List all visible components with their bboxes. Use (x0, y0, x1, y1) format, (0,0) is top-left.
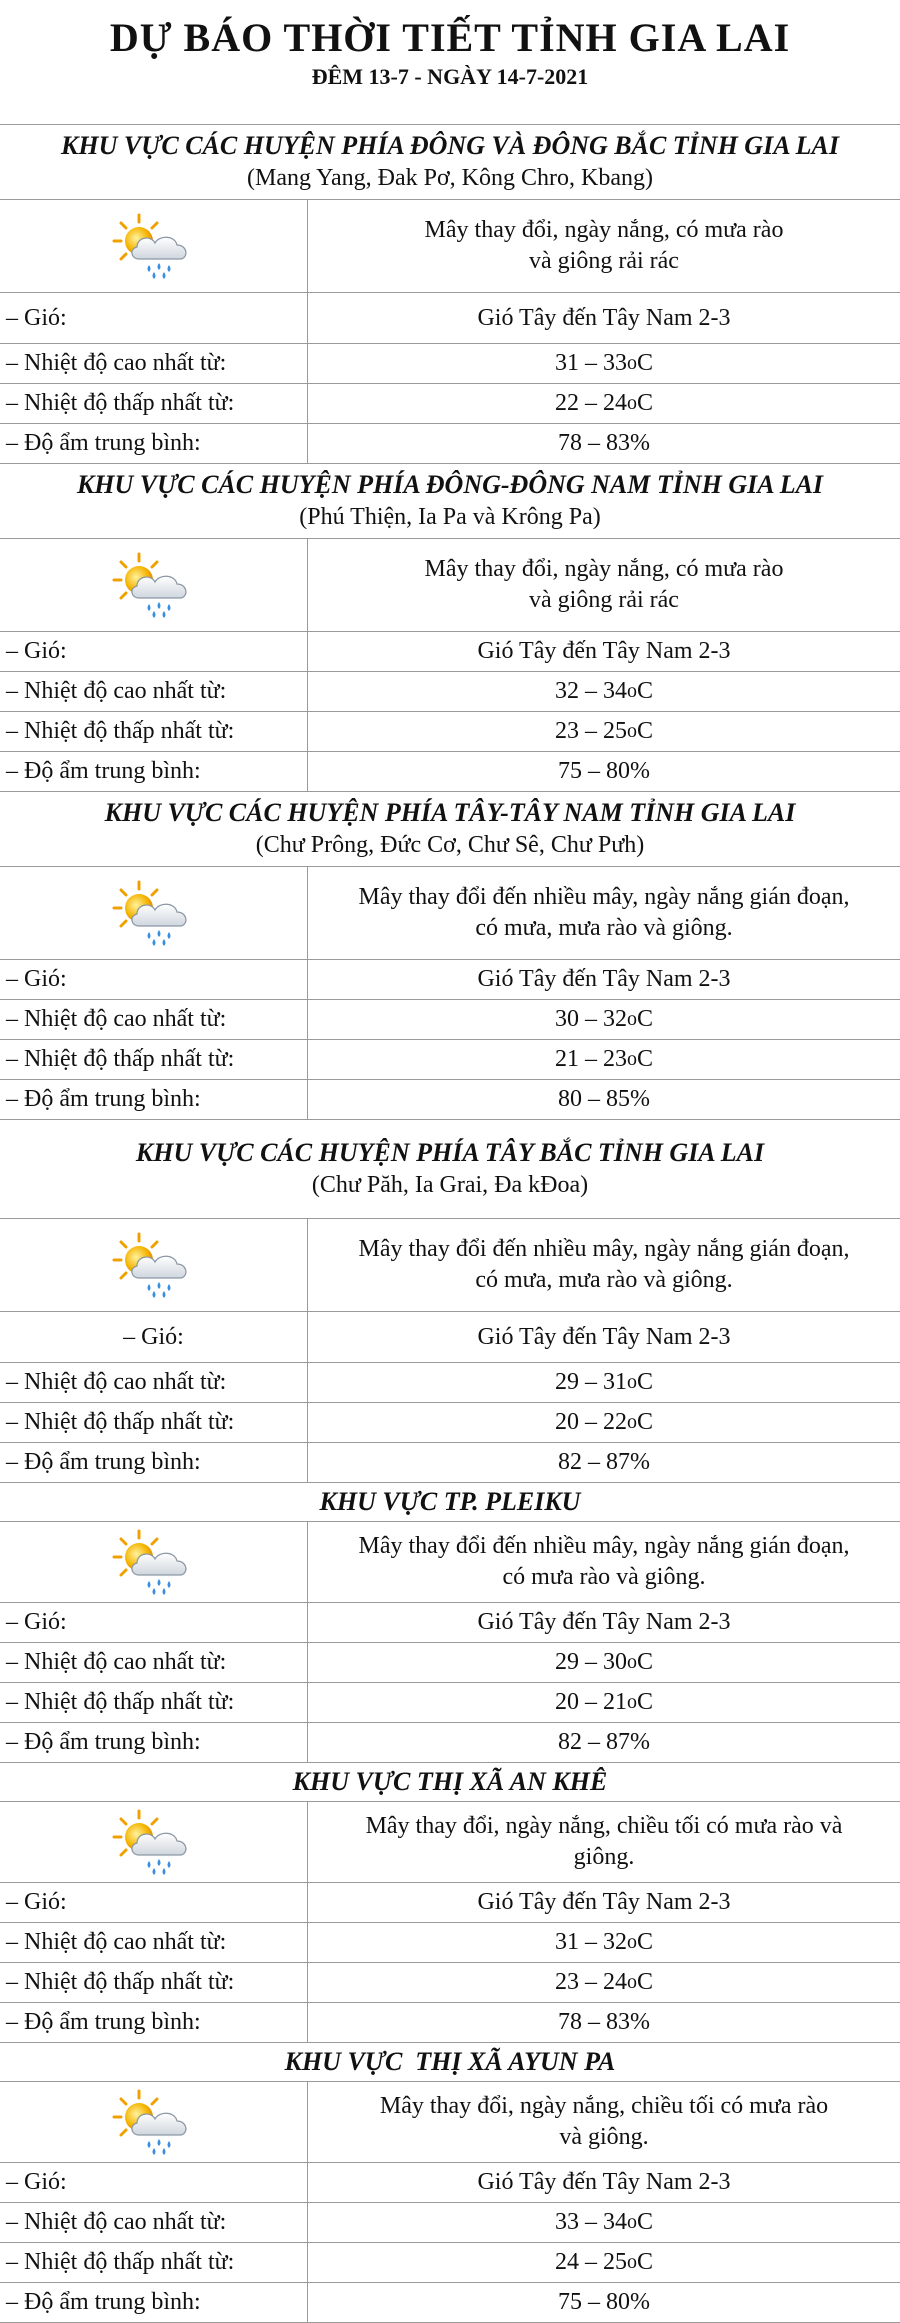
high-temp-label: – Nhiệt độ cao nhất từ: (0, 2203, 308, 2242)
condition-text: Mây thay đổi đến nhiều mây, ngày nắng gián đoạn, có mưa, mưa rào và giông. (358, 884, 850, 941)
wind-label: – Gió: (0, 293, 308, 343)
humidity-value: 82 – 87% (558, 1729, 650, 1755)
humidity-row (0, 1080, 900, 1120)
region-name: KHU VỰC CÁC HUYỆN PHÍA ĐÔNG-ĐÔNG NAM TỈNH GIA LAI (76, 470, 824, 499)
wind-value: Gió Tây đến Tây Nam 2-3 (477, 304, 731, 331)
high-temp-value: 29 – 31 o C (554, 1369, 653, 1395)
region-name: KHU VỰC CÁC HUYỆN PHÍA TÂY-TÂY NAM TỈNH GIA LAI (104, 798, 796, 827)
wind-label: – Gió: (0, 2163, 308, 2202)
humidity-row (0, 424, 900, 464)
low-temp-label: – Nhiệt độ thấp nhất từ: (0, 712, 308, 751)
sun-cloud-rain-icon (109, 550, 199, 620)
wind-row (0, 1883, 900, 1923)
condition-text: Mây thay đổi, ngày nắng, có mưa rào và giông rải rác (424, 217, 784, 274)
region-header (0, 1483, 900, 1522)
sun-cloud-rain-icon (109, 2087, 199, 2157)
low-temp-value: 23 – 25 o C (554, 718, 653, 744)
low-temp-value: 23 – 24 o C (554, 1969, 653, 1995)
condition-row (0, 1802, 900, 1883)
high-temp-row (0, 672, 900, 712)
humidity-label: – Độ ẩm trung bình: (0, 1080, 308, 1119)
high-temp-row (0, 344, 900, 384)
humidity-label: – Độ ẩm trung bình: (0, 2283, 308, 2322)
region-header (0, 1120, 900, 1219)
high-temp-value: 31 – 33 o C (554, 350, 653, 376)
high-temp-value: 31 – 32 o C (554, 1929, 653, 1955)
region-section (0, 125, 900, 464)
low-temp-value: 20 – 21 o C (554, 1689, 653, 1715)
high-temp-row (0, 2203, 900, 2243)
low-temp-value: 24 – 25 o C (554, 2249, 653, 2275)
condition-row (0, 2082, 900, 2163)
low-temp-value: 22 – 24 o C (554, 390, 653, 416)
humidity-row (0, 1723, 900, 1763)
condition-row (0, 539, 900, 632)
region-section (0, 1763, 900, 2043)
wind-label: – Gió: (0, 1603, 308, 1642)
humidity-value: 75 – 80% (558, 758, 650, 784)
high-temp-value: 30 – 32 o C (554, 1006, 653, 1032)
high-temp-label: – Nhiệt độ cao nhất từ: (0, 1000, 308, 1039)
region-name: KHU VỰC TP. PLEIKU (319, 1487, 581, 1516)
wind-label: – Gió: (0, 960, 308, 999)
low-temp-label: – Nhiệt độ thấp nhất từ: (0, 2243, 308, 2282)
high-temp-row (0, 1923, 900, 1963)
wind-label: – Gió: (0, 1312, 308, 1362)
humidity-value: 75 – 80% (558, 2289, 650, 2315)
region-section (0, 2043, 900, 2323)
region-section (0, 1483, 900, 1763)
low-temp-row (0, 2243, 900, 2283)
condition-row (0, 1522, 900, 1603)
low-temp-row (0, 1040, 900, 1080)
region-header (0, 125, 900, 200)
region-districts: (Phú Thiện, Ia Pa và Krông Pa) (299, 504, 601, 530)
high-temp-value: 33 – 34 o C (554, 2209, 653, 2235)
region-districts: (Chư Prông, Đức Cơ, Chư Sê, Chư Pưh) (255, 832, 645, 858)
humidity-value: 78 – 83% (558, 2009, 650, 2035)
low-temp-row (0, 712, 900, 752)
region-name: KHU VỰC CÁC HUYỆN PHÍA TÂY BẮC TỈNH GIA LAI (135, 1138, 765, 1167)
wind-value: Gió Tây đến Tây Nam 2-3 (477, 1323, 731, 1350)
low-temp-row (0, 384, 900, 424)
sun-cloud-rain-icon (109, 211, 199, 281)
condition-row (0, 200, 900, 293)
sun-cloud-rain-icon (109, 878, 199, 948)
high-temp-label: – Nhiệt độ cao nhất từ: (0, 1363, 308, 1402)
low-temp-value: 20 – 22 o C (554, 1409, 653, 1435)
low-temp-row (0, 1683, 900, 1723)
wind-value: Gió Tây đến Tây Nam 2-3 (477, 1889, 731, 1915)
high-temp-label: – Nhiệt độ cao nhất từ: (0, 344, 308, 383)
wind-row (0, 293, 900, 344)
low-temp-label: – Nhiệt độ thấp nhất từ: (0, 1403, 308, 1442)
wind-label: – Gió: (0, 632, 308, 671)
region-districts: (Mang Yang, Đak Pơ, Kông Chro, Kbang) (246, 165, 653, 191)
sun-cloud-rain-icon (109, 1807, 199, 1877)
low-temp-row (0, 1963, 900, 2003)
condition-text: Mây thay đổi đến nhiều mây, ngày nắng gián đoạn, có mưa, mưa rào và giông. (358, 1236, 850, 1293)
wind-value: Gió Tây đến Tây Nam 2-3 (477, 638, 731, 664)
low-temp-label: – Nhiệt độ thấp nhất từ: (0, 1963, 308, 2002)
condition-row (0, 867, 900, 960)
region-header (0, 464, 900, 539)
region-name: KHU VỰC CÁC HUYỆN PHÍA ĐÔNG VÀ ĐÔNG BẮC TỈNH GIA LAI (61, 131, 839, 160)
wind-value: Gió Tây đến Tây Nam 2-3 (477, 1609, 731, 1635)
humidity-label: – Độ ẩm trung bình: (0, 2003, 308, 2042)
low-temp-label: – Nhiệt độ thấp nhất từ: (0, 1040, 308, 1079)
wind-value: Gió Tây đến Tây Nam 2-3 (477, 2169, 731, 2195)
region-name: KHU VỰC THỊ XÃ AYUN PA (284, 2047, 616, 2076)
region-header (0, 1763, 900, 1802)
forecast-table (0, 124, 900, 2323)
low-temp-label: – Nhiệt độ thấp nhất từ: (0, 384, 308, 423)
high-temp-row (0, 1643, 900, 1683)
humidity-label: – Độ ẩm trung bình: (0, 424, 308, 463)
condition-row (0, 1219, 900, 1312)
high-temp-label: – Nhiệt độ cao nhất từ: (0, 1643, 308, 1682)
wind-row (0, 1312, 900, 1363)
page-title: DỰ BÁO THỜI TIẾT TỈNH GIA LAI (109, 15, 791, 60)
humidity-row (0, 2283, 900, 2323)
region-name: KHU VỰC THỊ XÃ AN KHÊ (292, 1767, 608, 1796)
humidity-row (0, 752, 900, 792)
low-temp-value: 21 – 23 o C (554, 1046, 653, 1072)
low-temp-row (0, 1403, 900, 1443)
high-temp-label: – Nhiệt độ cao nhất từ: (0, 1923, 308, 1962)
high-temp-label: – Nhiệt độ cao nhất từ: (0, 672, 308, 711)
low-temp-label: – Nhiệt độ thấp nhất từ: (0, 1683, 308, 1722)
wind-row (0, 2163, 900, 2203)
region-header (0, 2043, 900, 2082)
condition-text: Mây thay đổi đến nhiều mây, ngày nắng gián đoạn, có mưa rào và giông. (358, 1533, 850, 1590)
page-subtitle: ĐÊM 13-7 - NGÀY 14-7-2021 (311, 64, 589, 89)
humidity-value: 80 – 85% (558, 1086, 650, 1112)
wind-row (0, 632, 900, 672)
region-section (0, 464, 900, 792)
wind-row (0, 1603, 900, 1643)
wind-label: – Gió: (0, 1883, 308, 1922)
humidity-label: – Độ ẩm trung bình: (0, 1443, 308, 1482)
humidity-row (0, 2003, 900, 2043)
sun-cloud-rain-icon (109, 1527, 199, 1597)
high-temp-row (0, 1363, 900, 1403)
high-temp-value: 29 – 30 o C (554, 1649, 653, 1675)
condition-text: Mây thay đổi, ngày nắng, có mưa rào và giông rải rác (424, 556, 784, 613)
region-section (0, 1120, 900, 1483)
humidity-value: 82 – 87% (558, 1449, 650, 1475)
humidity-row (0, 1443, 900, 1483)
high-temp-value: 32 – 34 o C (554, 678, 653, 704)
region-districts: (Chư Păh, Ia Grai, Đa kĐoa) (311, 1172, 589, 1198)
humidity-label: – Độ ẩm trung bình: (0, 1723, 308, 1762)
region-header (0, 792, 900, 867)
sun-cloud-rain-icon (109, 1230, 199, 1300)
condition-text: Mây thay đổi, ngày nắng, chiều tối có mưa rào và giông. (365, 1813, 843, 1870)
wind-value: Gió Tây đến Tây Nam 2-3 (477, 966, 731, 992)
region-section (0, 792, 900, 1120)
humidity-label: – Độ ẩm trung bình: (0, 752, 308, 791)
condition-text: Mây thay đổi, ngày nắng, chiều tối có mưa rào và giông. (379, 2093, 829, 2150)
humidity-value: 78 – 83% (558, 430, 650, 456)
high-temp-row (0, 1000, 900, 1040)
wind-row (0, 960, 900, 1000)
